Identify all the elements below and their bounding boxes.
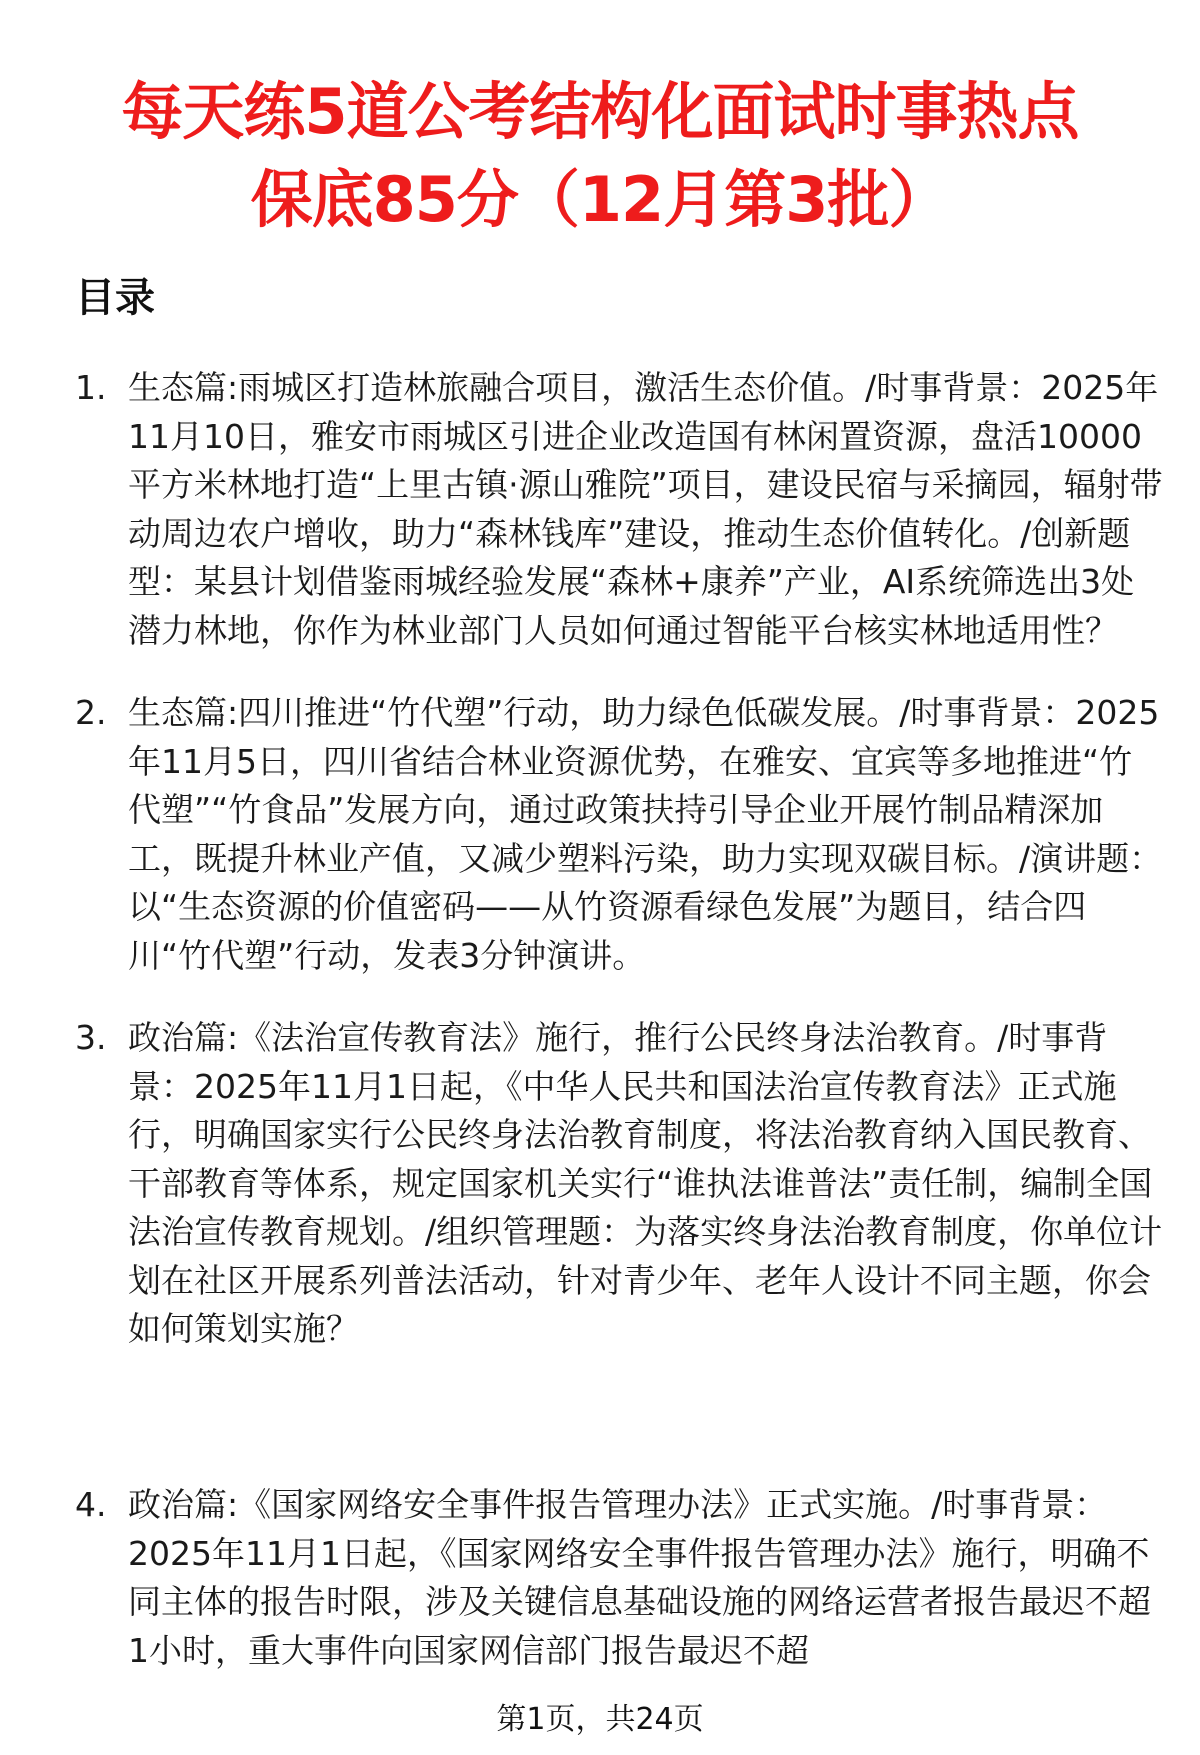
item-text: 政治篇:《国家网络安全事件报告管理办法》正式实施。/时事背景：2025年11月1日起，《国家网络安全事件报告管理办法》施行，明确不同主体的报告时限，涉及关键信息基础设施的网络运营者报告最迟不超1小时，重大事件向国家网信部门报告最迟不超 bbox=[128, 1485, 1151, 1670]
list-item bbox=[75, 1481, 1165, 1695]
title-line-1: 每天练5道公考结构化面试时事热点 bbox=[121, 75, 1079, 148]
list-item bbox=[75, 689, 1165, 980]
title-line-2: 保底85分（12月第3批） bbox=[250, 163, 950, 236]
item-number: 3. bbox=[75, 1018, 107, 1057]
item-text: 生态篇:雨城区打造林旅融合项目，激活生态价值。/时事背景：2025年11月10日，雅安市雨城区引进企业改造国有林闲置资源，盘活10000平方米林地打造“上里古镇·源山雅院”项目，建设民宿与采摘园，辐射带动周边农户增收，助力“森林钱库”建设，推动生态价值转化。/创新题型：某县计划借鉴雨城经验发展“森林+康养”产业，AI系统筛选出3处潜力林地，你作为林业部门人员如何通过智能平台核实林地适用性？ bbox=[128, 368, 1163, 650]
toc-heading: 目录 bbox=[75, 275, 155, 321]
item-number: 4. bbox=[75, 1485, 107, 1524]
topic-list bbox=[75, 364, 1165, 1388]
item-text: 生态篇:四川推进“竹代塑”行动，助力绿色低碳发展。/时事背景：2025年11月5日，四川省结合林业资源优势，在雅安、宜宾等多地推进“竹代塑”“竹食品”发展方向，通过政策扶持引导企业开展竹制品精深加工，既提升林业产值，又减少塑料污染，助力实现双碳目标。/演讲题：以“生态资源的价值密码——从竹资源看绿色发展”为题目，结合四川“竹代塑”行动，发表3分钟演讲。 bbox=[128, 693, 1163, 975]
item-number: 1. bbox=[75, 368, 107, 407]
item-text: 政治篇:《法治宣传教育法》施行，推行公民终身法治教育。/时事背景：2025年11月1日起，《中华人民共和国法治宣传教育法》正式施行，明确国家实行公民终身法治教育制度，将法治教育纳入国民教育、干部教育等体系，规定国家机关实行“谁执法谁普法”责任制，编制全国法治宣传教育规划。/组织管理题：为落实终身法治教育制度，你单位计划在社区开展系列普法活动，针对青少年、老年人设计不同主题，你会如何策划实施？ bbox=[128, 1018, 1163, 1348]
list-item bbox=[75, 1014, 1165, 1354]
page-title bbox=[0, 68, 1200, 244]
page-number: 第1页，共24页 bbox=[496, 1702, 704, 1737]
item-number: 2. bbox=[75, 693, 107, 732]
list-item bbox=[75, 364, 1165, 655]
